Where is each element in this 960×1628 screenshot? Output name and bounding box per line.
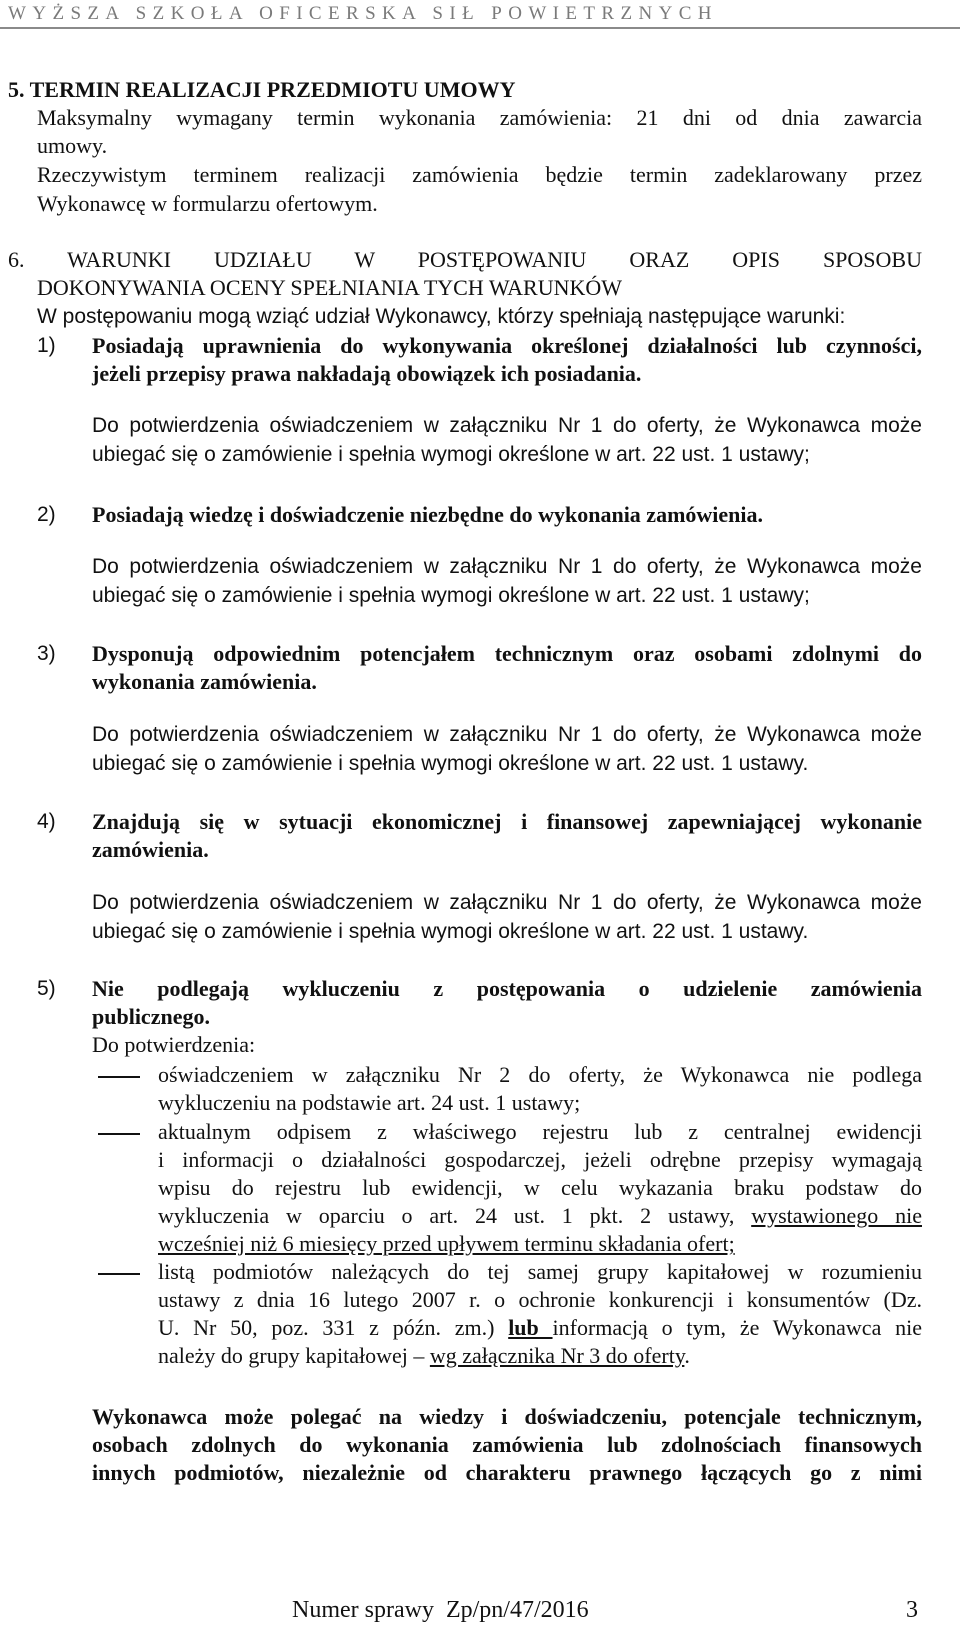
case-number: Numer sprawy Zp/pn/47/2016 (292, 1597, 589, 1623)
item-4-confirmation: Do potwierdzenia oświadczeniem w załączniku Nr 1 do oferty, że Wykonawca może (92, 891, 922, 914)
institution-name: WYŻSZA SZKOŁA OFICERSKA SIŁ POWIETRZNYCH (8, 3, 718, 24)
item-3-title: Dysponują odpowiednim potencjałem technicznym oraz osobami zdolnymi do (92, 641, 922, 666)
item-1-title-cont: jeżeli przepisy prawa nakładają obowiązek ich posiadania. (92, 361, 642, 386)
section-5-heading: 5. TERMIN REALIZACJI PRZEDMIOTU UMOWY (8, 77, 516, 102)
emphasis-or: lub (508, 1315, 553, 1340)
item-5-title-cont: publicznego. (92, 1004, 210, 1029)
bullet-3-text-fragment: . (684, 1343, 690, 1368)
item-number: 5) (37, 977, 56, 1000)
bullet-3-text-cont (158, 1343, 690, 1369)
bullet-3-text: listą podmiotów należących do tej samej grupy kapitałowej w rozumieniu (158, 1259, 922, 1284)
item-1-title: Posiadają uprawnienia do wykonywania określonej działalności lub czynności, (92, 333, 922, 358)
item-5-title: Nie podlegają wykluczeniu z postępowania o udzielenie zamówienia (92, 976, 922, 1001)
item-3-confirmation: Do potwierdzenia oświadczeniem w załączniku Nr 1 do oferty, że Wykonawca może (92, 723, 922, 746)
section-5-line: Wykonawcę w formularzu ofertowym. (37, 191, 378, 216)
bullet-2-text-cont: wpisu do rejestru lub ewidencji, w celu wykazania braku podstaw do (158, 1175, 922, 1200)
bullet-2-text-fragment: wykluczenia w oparciu o art. 24 ust. 1 pkt. 2 ustawy, (158, 1203, 752, 1228)
bullet-3-text-fragment: należy do grupy kapitałowej – (158, 1343, 430, 1368)
item-5-lead: Do potwierdzenia: (92, 1032, 256, 1057)
dash-bullet (98, 1133, 140, 1135)
section-6-heading: 6. WARUNKI UDZIAŁU W POSTĘPOWANIU ORAZ OPIS SPOSOBU (8, 247, 922, 272)
item-2-title: Posiadają wiedzę i doświadczenie niezbędne do wykonania zamówienia. (92, 502, 764, 527)
attachment-reference: wg załącznika Nr 3 do oferty (429, 1343, 685, 1368)
bullet-2-text: aktualnym odpisem z właściwego rejestru lub z centralnej ewidencji (158, 1119, 922, 1144)
bullet-1-text: oświadczeniem w załączniku Nr 2 do oferty, że Wykonawca nie podlega (158, 1062, 922, 1087)
closing-paragraph: Wykonawca może polegać na wiedzy i doświadczeniu, potencjale technicznym, (92, 1404, 922, 1429)
page-number: 3 (906, 1597, 918, 1623)
item-4-title-cont: zamówienia. (92, 837, 209, 862)
item-1-confirmation: Do potwierdzenia oświadczeniem w załączniku Nr 1 do oferty, że Wykonawca może (92, 414, 922, 437)
item-3-title-cont: wykonania zamówienia. (92, 669, 317, 694)
item-4-title: Znajdują się w sytuacji ekonomicznej i finansowej zapewniającej wykonanie (92, 809, 922, 834)
item-number: 4) (37, 810, 56, 833)
bullet-3-text-cont (158, 1315, 922, 1341)
section-6-heading-cont: DOKONYWANIA OCENY SPEŁNIANIA TYCH WARUNKÓW (37, 275, 623, 300)
closing-paragraph-cont: innych podmiotów, niezależnie od charakteru prawnego łączących go z nimi (92, 1460, 922, 1485)
section-5-line: Rzeczywistym terminem realizacji zamówienia będzie termin zadeklarowany przez (37, 162, 922, 187)
item-3-confirmation-cont: ubiegać się o zamówienie i spełnia wymogi określone w art. 22 ust. 1 ustawy. (92, 752, 809, 775)
bullet-3-text-fragment: informacją o tym, że Wykonawca nie (552, 1315, 922, 1340)
item-number: 3) (37, 642, 56, 665)
bullet-1-text-cont: wykluczeniu na podstawie art. 24 ust. 1 ustawy; (158, 1090, 581, 1115)
section-5-line: umowy. (37, 133, 108, 158)
bullet-3-text-cont: ustawy z dnia 16 lutego 2007 r. o ochronie konkurencji i konsumentów (Dz. (158, 1287, 922, 1312)
section-6-intro: W postępowaniu mogą wziąć udział Wykonawcy, którzy spełniają następujące warunki: (37, 305, 846, 328)
closing-paragraph-cont: osobach zdolnych do wykonania zamówienia lub zdolnościach finansowych (92, 1432, 922, 1457)
dash-bullet (98, 1076, 140, 1078)
bullet-2-text-cont: i informacji o działalności gospodarczej, jeżeli odrębne przepisy wymagają (158, 1147, 922, 1172)
item-2-confirmation-cont: ubiegać się o zamówienie i spełnia wymogi określone w art. 22 ust. 1 ustawy; (92, 584, 810, 607)
item-2-confirmation: Do potwierdzenia oświadczeniem w załączniku Nr 1 do oferty, że Wykonawca może (92, 555, 922, 578)
item-number: 2) (37, 503, 56, 526)
item-number: 1) (37, 334, 56, 357)
underlined-requirement-cont: wcześniej niż 6 miesięcy przed upływem terminu składania ofert; (158, 1231, 735, 1256)
underlined-requirement: wystawionego nie (751, 1203, 922, 1228)
section-5-line: Maksymalny wymagany termin wykonania zamówienia: 21 dni od dnia zawarcia (37, 105, 922, 130)
item-1-confirmation-cont: ubiegać się o zamówienie i spełnia wymogi określone w art. 22 ust. 1 ustawy; (92, 443, 810, 466)
bullet-2-text-cont (158, 1203, 922, 1229)
bullet-3-text-fragment: U. Nr 50, poz. 331 z późn. zm.) (158, 1315, 509, 1340)
item-4-confirmation-cont: ubiegać się o zamówienie i spełnia wymogi określone w art. 22 ust. 1 ustawy. (92, 920, 809, 943)
page-header (0, 0, 960, 30)
dash-bullet (98, 1273, 140, 1275)
header-divider (0, 27, 960, 29)
